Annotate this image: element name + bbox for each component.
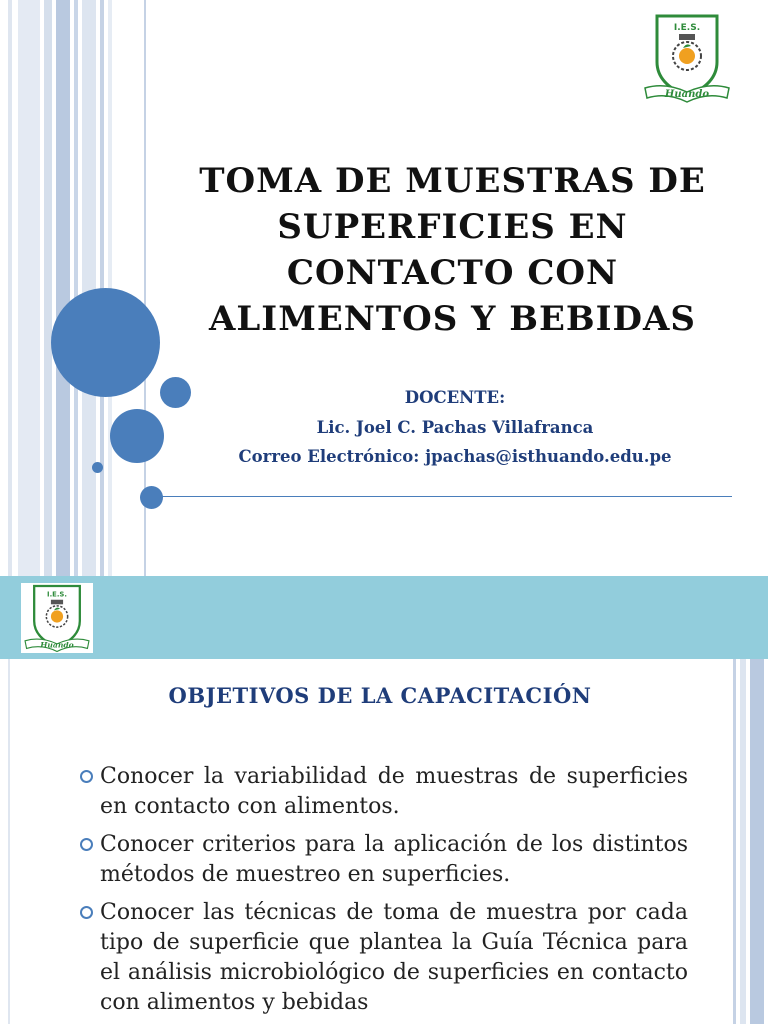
objectives-heading: OBJETIVOS DE LA CAPACITACIÓN xyxy=(168,683,592,708)
divider-line xyxy=(162,496,732,497)
decor-stripe xyxy=(8,0,12,576)
title-line: TOMA DE MUESTRAS DE xyxy=(199,161,706,201)
title-line: ALIMENTOS Y BEBIDAS xyxy=(209,299,696,339)
decor-stripe xyxy=(733,659,736,1024)
shield-icon xyxy=(643,12,731,104)
logo-ribbon-text: Huando xyxy=(664,89,710,100)
decor-stripe xyxy=(750,659,764,1024)
school-shield-logo xyxy=(643,12,731,104)
decor-circle xyxy=(51,288,160,397)
objectives-list xyxy=(78,762,688,1024)
decor-stripe xyxy=(740,659,746,1024)
decor-stripe xyxy=(74,0,78,576)
objective-text: Conocer la variabilidad de muestras de superficies en contacto con alimentos. xyxy=(100,764,688,819)
logo-ribbon-text: Huando xyxy=(40,640,74,650)
decor-stripe xyxy=(82,0,96,576)
title-line: CONTACTO CON xyxy=(286,253,619,293)
decor-stripe xyxy=(18,0,40,576)
objective-text: Conocer las técnicas de toma de muestra por cada tipo de superficie que plantea la Guía Técnica para el análisis microbiológico de superficies en contacto con alimentos y bebidas xyxy=(100,900,688,1015)
decor-stripe xyxy=(56,0,70,576)
list-item xyxy=(78,898,688,1018)
hollow-circle-bullet-icon xyxy=(80,906,93,919)
slide-title xyxy=(180,158,725,342)
hollow-circle-bullet-icon xyxy=(80,838,93,851)
list-item xyxy=(78,830,688,890)
teacher-email: Correo Electrónico: jpachas@isthuando.edu.pe xyxy=(238,447,672,466)
teacher-label: DOCENTE: xyxy=(404,388,506,407)
decor-stripe xyxy=(44,0,52,576)
decor-circle xyxy=(110,409,164,463)
decor-circle xyxy=(92,462,103,473)
teacher-name: Lic. Joel C. Pachas Villafranca xyxy=(316,418,594,437)
header-band xyxy=(0,576,768,659)
logo-top-text: I.E.S. xyxy=(673,23,701,33)
objectives-slide xyxy=(0,576,768,1024)
logo-top-text: I.E.S. xyxy=(47,590,67,599)
title-line: SUPERFICIES EN xyxy=(277,207,628,247)
list-item xyxy=(78,762,688,822)
objective-text: Conocer criterios para la aplicación de los distintos métodos de muestreo en superficies. xyxy=(100,832,688,887)
decor-stripe xyxy=(8,659,10,1024)
shield-icon xyxy=(21,583,93,653)
school-shield-logo xyxy=(21,583,93,653)
decor-circle xyxy=(140,486,163,509)
hollow-circle-bullet-icon xyxy=(80,770,93,783)
